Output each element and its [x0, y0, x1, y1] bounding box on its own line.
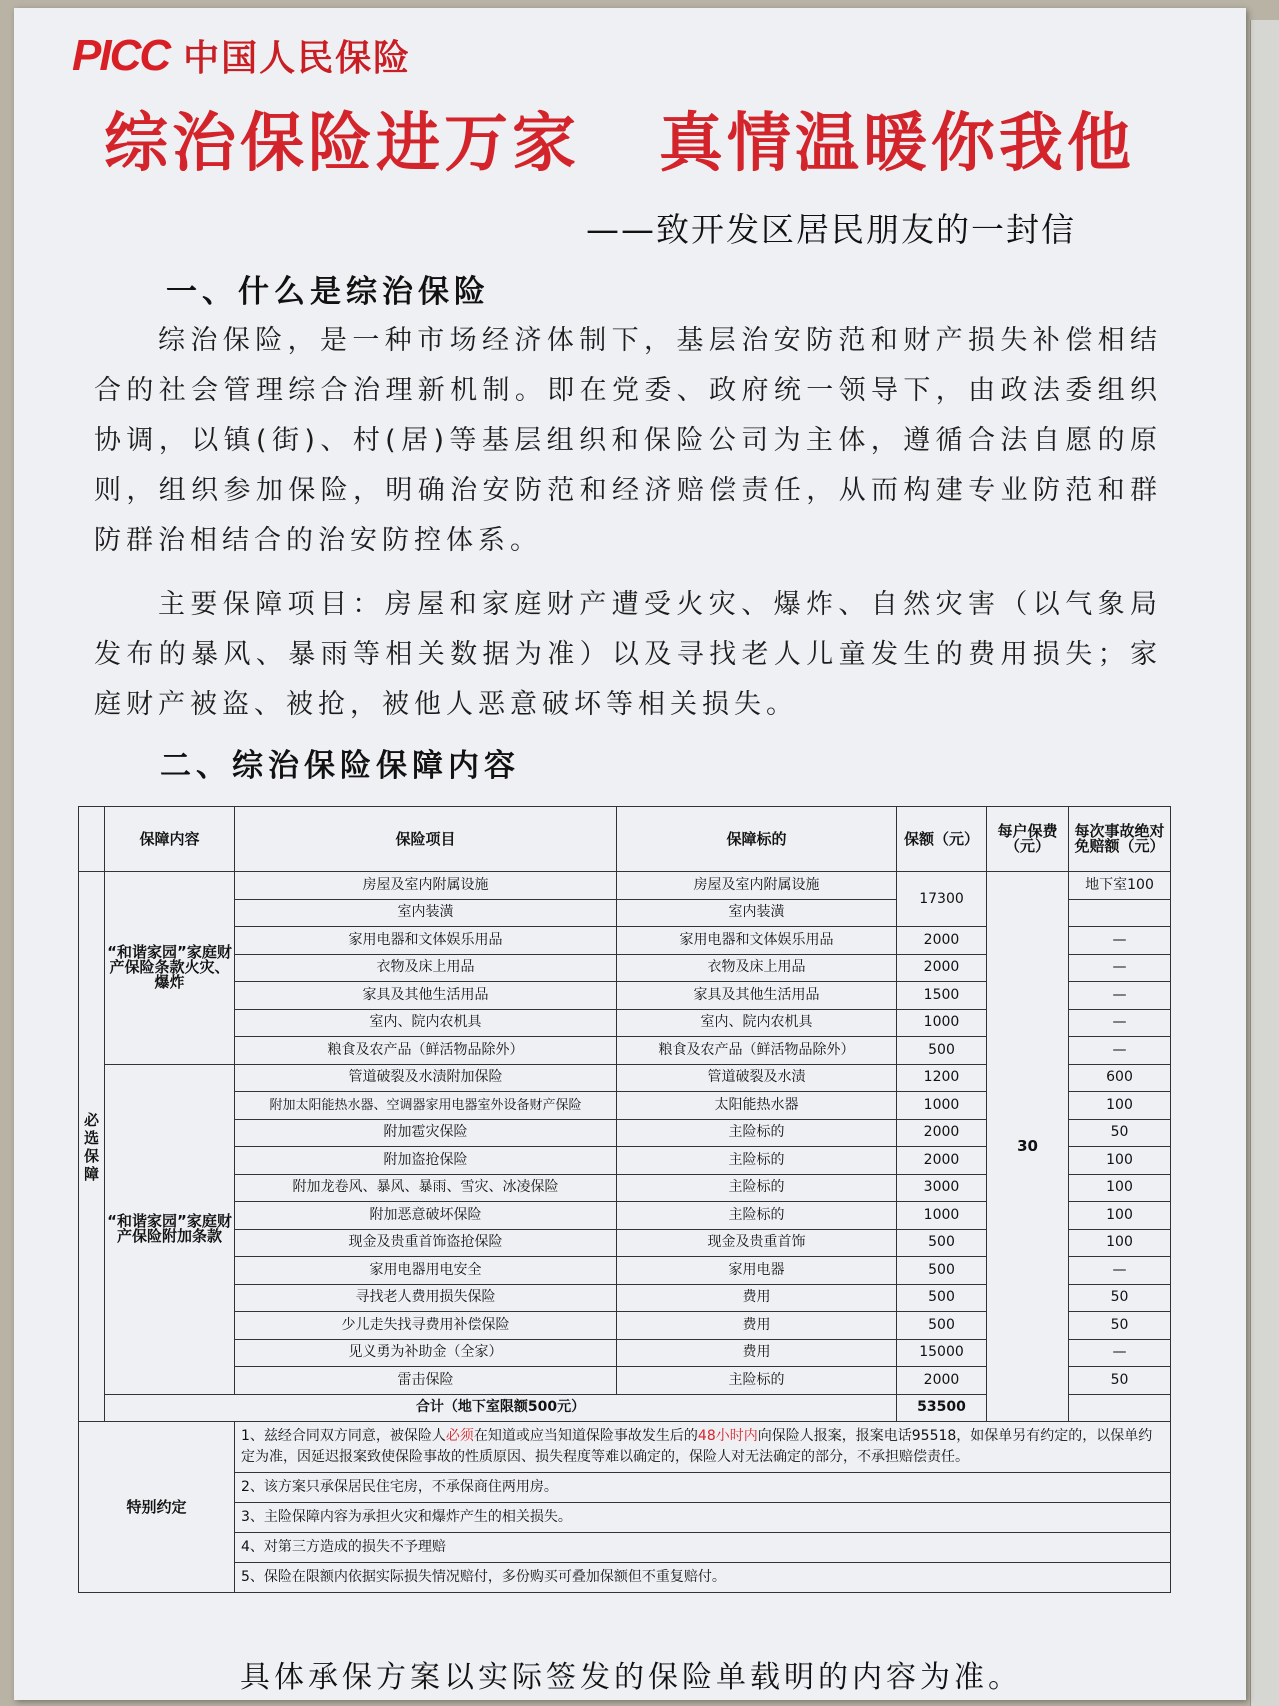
- header-content: 保障内容: [105, 807, 235, 872]
- special-row: [79, 1503, 1171, 1533]
- special-row: [79, 1563, 1171, 1593]
- row-target: 家具及其他生活用品: [617, 982, 897, 1010]
- premium-value: 30: [987, 872, 1069, 1422]
- row-item: 附加雹灾保险: [235, 1119, 617, 1147]
- note1-must: 必须: [445, 1428, 474, 1444]
- header-amount: 保额（元）: [897, 807, 987, 872]
- header-deductible: 每次事故绝对免赔额（元）: [1069, 807, 1171, 872]
- row-target: 衣物及床上用品: [617, 954, 897, 982]
- row-target: 室内、院内农机具: [617, 1009, 897, 1037]
- row-amount: 2000: [897, 1119, 987, 1147]
- row-item: 雷击保险: [235, 1367, 617, 1395]
- row-amount: 500: [897, 1284, 987, 1312]
- row-target: 费用: [617, 1284, 897, 1312]
- total-deductible-empty: [1069, 1394, 1171, 1422]
- note1-part-c: 向保险人报案，报案电话95518，如保单另有约定的，以保单约定为准，因延迟报案致使保险事故的性质原因、损失程度等难以确定的，保险人对无法确定的部分，不承担赔偿责任。: [241, 1428, 1153, 1465]
- row-target: 太阳能热水器: [617, 1092, 897, 1120]
- header-premium: 每户保费（元）: [987, 807, 1069, 872]
- row-deductible: —: [1069, 1009, 1171, 1037]
- row-target: 费用: [617, 1339, 897, 1367]
- section2-heading: 二、综治保险保障内容: [160, 748, 520, 784]
- row-amount: 2000: [897, 954, 987, 982]
- special-note-1: [235, 1422, 1171, 1473]
- row-item: 家用电器和文体娱乐用品: [235, 927, 617, 955]
- note1-part-a: 1、兹经合同双方同意，被保险人: [241, 1428, 446, 1444]
- row-deductible: 100: [1069, 1147, 1171, 1175]
- row-target: 主险标的: [617, 1119, 897, 1147]
- row-item: 见义勇为补助金（全家）: [235, 1339, 617, 1367]
- coverage-table: [78, 806, 1171, 1593]
- row-item: 家具及其他生活用品: [235, 982, 617, 1010]
- footer-note: 具体承保方案以实际签发的保险单载明的内容为准。: [240, 1660, 1022, 1695]
- row-item: 现金及贵重首饰盗抢保险: [235, 1229, 617, 1257]
- row-item: 衣物及床上用品: [235, 954, 617, 982]
- picc-wordmark: PICC: [72, 30, 170, 80]
- row-deductible: 地下室100: [1069, 872, 1171, 900]
- special-row: [79, 1422, 1171, 1473]
- table-header-row: [79, 807, 1171, 872]
- total-label: 合计（地下室限额500元）: [105, 1394, 897, 1422]
- special-row: [79, 1473, 1171, 1503]
- side-label-mandatory: 必选保障: [79, 872, 105, 1422]
- row-item: 室内装潢: [235, 899, 617, 927]
- row-deductible: 100: [1069, 1202, 1171, 1230]
- header-target: 保障标的: [617, 807, 897, 872]
- row-target: 管道破裂及水渍: [617, 1064, 897, 1092]
- row-item: 家用电器用电安全: [235, 1257, 617, 1285]
- row-target: 粮食及农产品（鲜活物品除外）: [617, 1037, 897, 1065]
- row-item: 附加太阳能热水器、空调器家用电器室外设备财产保险: [235, 1092, 617, 1120]
- row-amount: 500: [897, 1229, 987, 1257]
- header-item: 保险项目: [235, 807, 617, 872]
- row-item: 室内、院内农机具: [235, 1009, 617, 1037]
- row-amount: 2000: [897, 927, 987, 955]
- row-item: 附加龙卷风、暴风、暴雨、雪灾、冰凌保险: [235, 1174, 617, 1202]
- row-deductible: 50: [1069, 1119, 1171, 1147]
- row-amount: 15000: [897, 1339, 987, 1367]
- row-deductible: 50: [1069, 1284, 1171, 1312]
- row-deductible: 100: [1069, 1229, 1171, 1257]
- row-target: 主险标的: [617, 1202, 897, 1230]
- row-item: 粮食及农产品（鲜活物品除外）: [235, 1037, 617, 1065]
- row-target: 主险标的: [617, 1367, 897, 1395]
- row-deductible: —: [1069, 954, 1171, 982]
- row-deductible: —: [1069, 1339, 1171, 1367]
- section1-paragraph1: 综治保险，是一种市场经济体制下，基层治安防范和财产损失补偿相结合的社会管理综合治理新机制。即在党委、政府统一领导下，由政法委组织协调，以镇(街)、村(居)等基层组织和保险公司为主体，遵循合法自愿的原则，组织参加保险，明确治安防范和经济赔偿责任，从而构建专业防范和群防群治相结合的治安防控体系。: [94, 325, 1162, 556]
- row-item: 附加盗抢保险: [235, 1147, 617, 1175]
- row-deductible: 50: [1069, 1312, 1171, 1340]
- row-amount: 1000: [897, 1092, 987, 1120]
- row-item: 房屋及室内附属设施: [235, 872, 617, 900]
- row-amount: 17300: [897, 872, 987, 927]
- headline: 综治保险进万家 真情温暖你我他: [104, 106, 1135, 181]
- row-item: 附加恶意破坏保险: [235, 1202, 617, 1230]
- picc-logo: [72, 30, 411, 81]
- special-note-4: 4、对第三方造成的损失不予理赔: [235, 1533, 1171, 1563]
- row-amount: 1000: [897, 1009, 987, 1037]
- row-amount: 500: [897, 1037, 987, 1065]
- row-target: 现金及贵重首饰: [617, 1229, 897, 1257]
- special-note-3: 3、主险保障内容为承担火灾和爆炸产生的相关损失。: [235, 1503, 1171, 1533]
- row-amount: 2000: [897, 1367, 987, 1395]
- row-amount: 3000: [897, 1174, 987, 1202]
- row-amount: 500: [897, 1257, 987, 1285]
- total-amount: 53500: [897, 1394, 987, 1422]
- table-row: [79, 872, 1171, 900]
- corner-cell: [79, 807, 105, 872]
- subtitle: ——致开发区居民朋友的一封信: [586, 210, 1076, 249]
- row-target: 主险标的: [617, 1147, 897, 1175]
- row-deductible: 50: [1069, 1367, 1171, 1395]
- row-deductible: —: [1069, 1037, 1171, 1065]
- row-target: 家用电器和文体娱乐用品: [617, 927, 897, 955]
- row-deductible: 600: [1069, 1064, 1171, 1092]
- row-deductible: 100: [1069, 1174, 1171, 1202]
- section1-paragraph2: 主要保障项目：房屋和家庭财产遭受火灾、爆炸、自然灾害（以气象局发布的暴风、暴雨等相关数据为准）以及寻找老人儿童发生的费用损失；家庭财产被盗、被抢，被他人恶意破坏等相关损失。: [94, 589, 1162, 720]
- row-deductible: —: [1069, 927, 1171, 955]
- row-amount: 1200: [897, 1064, 987, 1092]
- row-amount: 500: [897, 1312, 987, 1340]
- row-deductible: —: [1069, 982, 1171, 1010]
- row-amount: 2000: [897, 1147, 987, 1175]
- special-row: [79, 1533, 1171, 1563]
- row-target: 室内装潢: [617, 899, 897, 927]
- row-target: 家用电器: [617, 1257, 897, 1285]
- underlying-page: [1250, 20, 1279, 1706]
- group2-label: “和谐家园”家庭财产保险附加条款: [105, 1064, 235, 1394]
- row-item: 寻找老人费用损失保险: [235, 1284, 617, 1312]
- special-label: 特别约定: [79, 1422, 235, 1593]
- row-item: 少儿走失找寻费用补偿保险: [235, 1312, 617, 1340]
- brand-name: 中国人民保险: [183, 38, 412, 79]
- row-target: 主险标的: [617, 1174, 897, 1202]
- row-target: 费用: [617, 1312, 897, 1340]
- row-deductible: [1069, 899, 1171, 927]
- row-deductible: 100: [1069, 1092, 1171, 1120]
- special-note-2: 2、该方案只承保居民住宅房，不承保商住两用房。: [235, 1473, 1171, 1503]
- note1-part-b: 在知道或应当知道保险事故发生后的: [473, 1428, 698, 1444]
- group1-label: “和谐家园”家庭财产保险条款火灾、爆炸: [105, 872, 235, 1065]
- row-amount: 1500: [897, 982, 987, 1010]
- note1-48h: 48小时内: [697, 1428, 758, 1444]
- row-item: 管道破裂及水渍附加保险: [235, 1064, 617, 1092]
- row-target: 房屋及室内附属设施: [617, 872, 897, 900]
- row-deductible: —: [1069, 1257, 1171, 1285]
- section1-heading: 一、什么是综治保险: [166, 274, 490, 310]
- special-note-5: 5、保险在限额内依据实际损失情况赔付，多份购买可叠加保额但不重复赔付。: [235, 1563, 1171, 1593]
- row-amount: 1000: [897, 1202, 987, 1230]
